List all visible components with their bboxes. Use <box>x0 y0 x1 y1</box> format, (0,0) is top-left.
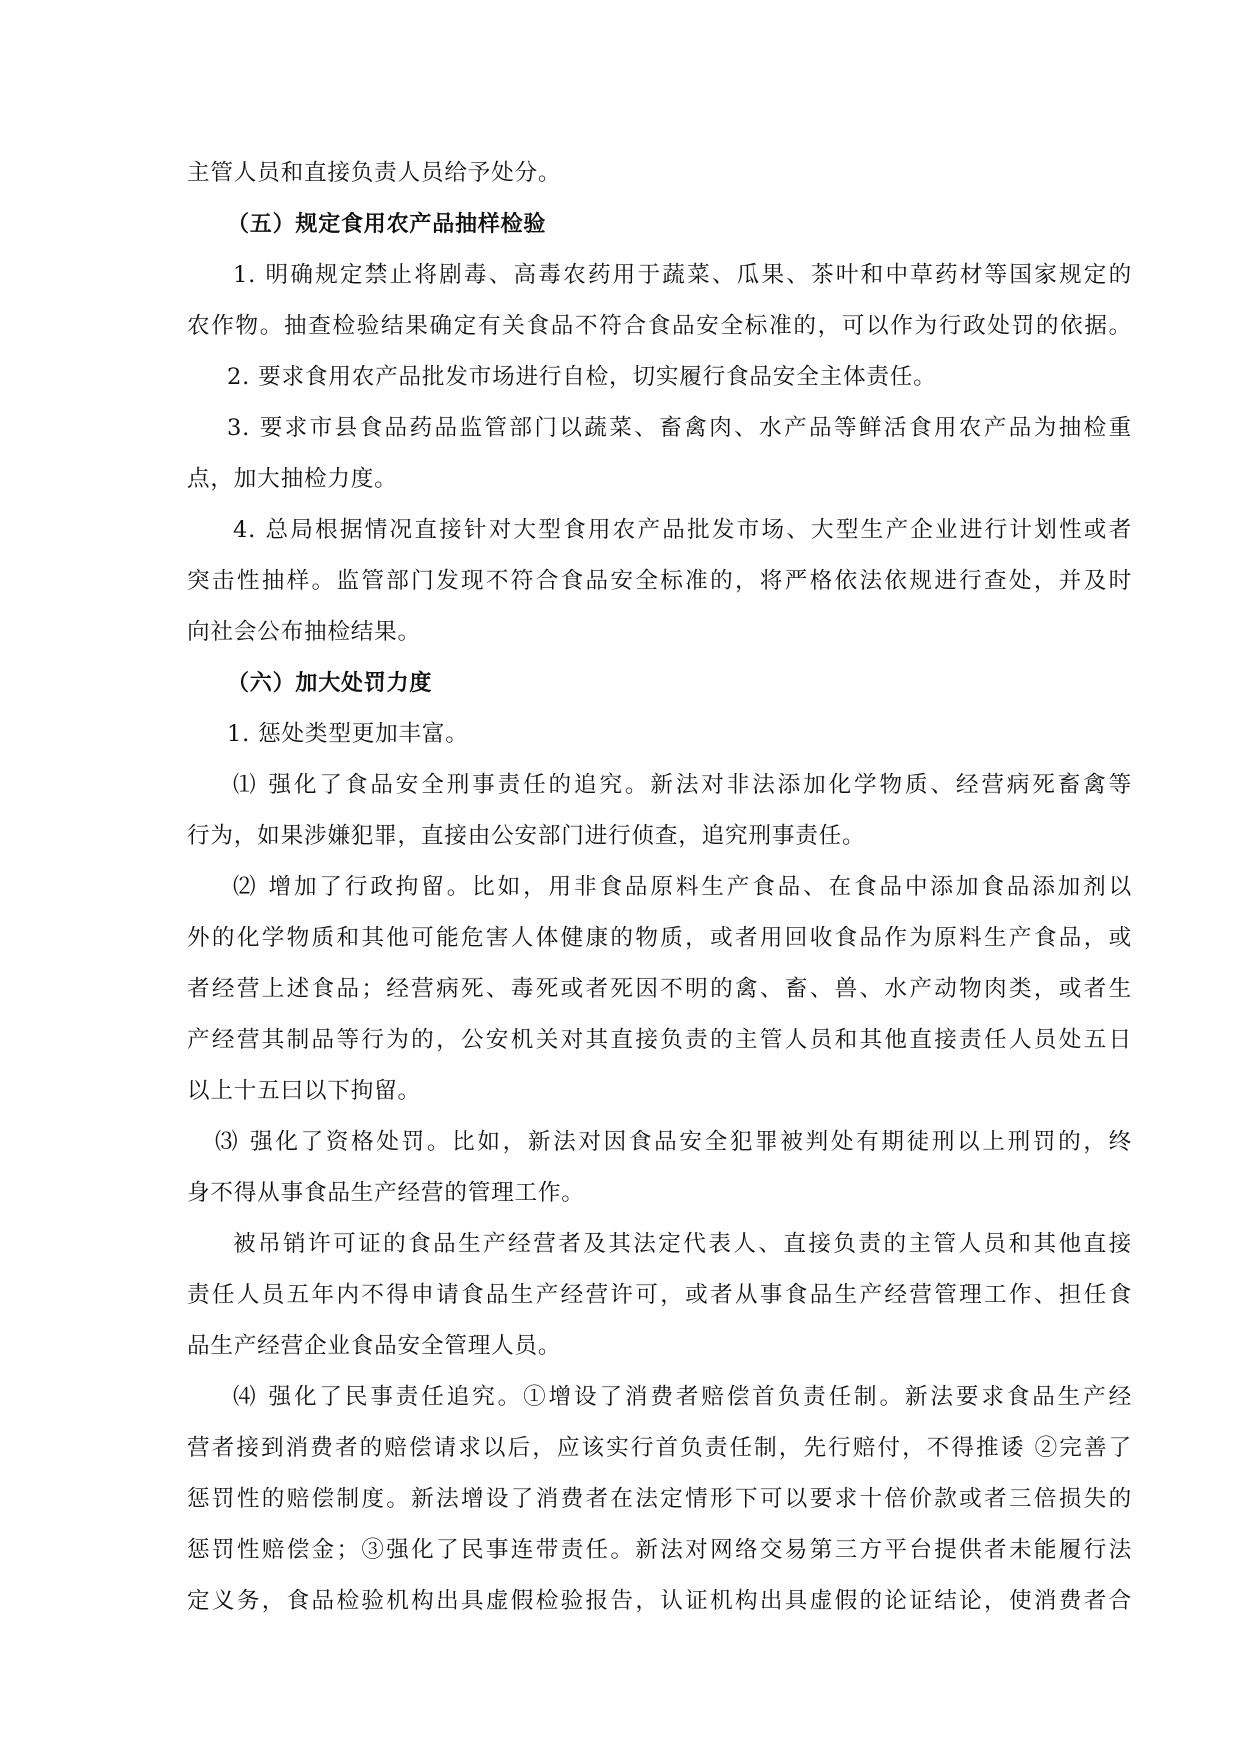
text-line: 突击性抽样。监管部门发现不符合食品安全标准的，将严格依法依规进行查处，并及时 <box>187 568 1132 594</box>
text-line: 产经营其制品等行为的，公安机关对其直接负责的主管人员和其他直接责任人员处五日 <box>187 1027 1132 1053</box>
text-line: 定义务，食品检验机构出具虚假检验报告，认证机构出具虚假的论证结论，使消费者合 <box>187 1588 1132 1614</box>
text-line: 品生产经营企业食品安全管理人员。 <box>187 1333 562 1359</box>
text-line: 被吊销许可证的食品生产经营者及其法定代表人、直接负责的主管人员和其他直接 <box>233 1231 1132 1257</box>
text-line: ⑶ 强化了资格处罚。比如，新法对因食品安全犯罪被判处有期徒刑以上刑罚的，终 <box>215 1129 1132 1155</box>
text-line: 农作物。抽查检验结果确定有关食品不符合食品安全标准的，可以作为行政处罚的依据。 <box>187 313 1132 339</box>
document-body <box>187 148 1132 1627</box>
text-line: 2. 要求食用农产品批发市场进行自检，切实履行食品安全主体责任。 <box>227 364 937 390</box>
text-line: 4. 总局根据情况直接针对大型食用农产品批发市场、大型生产企业进行计划性或者 <box>233 517 1132 543</box>
text-line: 者经营上述食品；经营病死、毒死或者死因不明的禽、畜、兽、水产动物肉类，或者生 <box>187 976 1132 1002</box>
text-line: 责任人员五年内不得申请食品生产经营许可，或者从事食品生产经营管理工作、担任食 <box>187 1282 1132 1308</box>
section-heading: （五）规定食用农产品抽样检验 <box>227 212 547 237</box>
text-line: 外的化学物质和其他可能危害人体健康的物质，或者用回收食品作为原料生产食品，或 <box>187 925 1132 951</box>
text-line: 点，加大抽检力度。 <box>187 466 398 492</box>
text-line: 3. 要求市县食品药品监管部门以蔬菜、畜禽肉、水产品等鲜活食用农产品为抽检重 <box>227 415 1132 441</box>
text-line: 以上十五曰以下拘留。 <box>187 1078 421 1104</box>
text-line: 营者接到消费者的赔偿请求以后，应该实行首负责任制，先行赔付，不得推诿 ②完善了 <box>187 1435 1132 1461</box>
section-heading: （六）加大处罚力度 <box>227 671 433 696</box>
text-line: 1. 惩处类型更加丰富。 <box>227 721 469 747</box>
text-line: 行为，如果涉嫌犯罪，直接由公安部门进行侦查，追究刑事责任。 <box>187 823 866 849</box>
text-line: 惩罚性的赔偿制度。新法增设了消费者在法定情形下可以要求十倍价款或者三倍损失的 <box>187 1486 1132 1512</box>
text-line: 身不得从事食品生产经营的管理工作。 <box>187 1180 585 1206</box>
text-line: 向社会公布抽检结果。 <box>187 619 421 645</box>
text-line: ⑵ 增加了行政拘留。比如，用非食品原料生产食品、在食品中添加食品添加剂以 <box>233 874 1132 900</box>
text-line: ⑷ 强化了民事责任追究。①增设了消费者赔偿首负责任制。新法要求食品生产经 <box>233 1384 1132 1410</box>
text-line: 1. 明确规定禁止将剧毒、高毒农药用于蔬菜、瓜果、茶叶和中草药材等国家规定的 <box>233 262 1132 288</box>
text-line: 惩罚性赔偿金；③强化了民事连带责任。新法对网络交易第三方平台提供者未能履行法 <box>187 1537 1132 1563</box>
text-line: 主管人员和直接负责人员给予处分。 <box>187 160 562 186</box>
text-line: ⑴ 强化了食品安全刑事责任的追究。新法对非法添加化学物质、经营病死畜禽等 <box>233 772 1132 798</box>
